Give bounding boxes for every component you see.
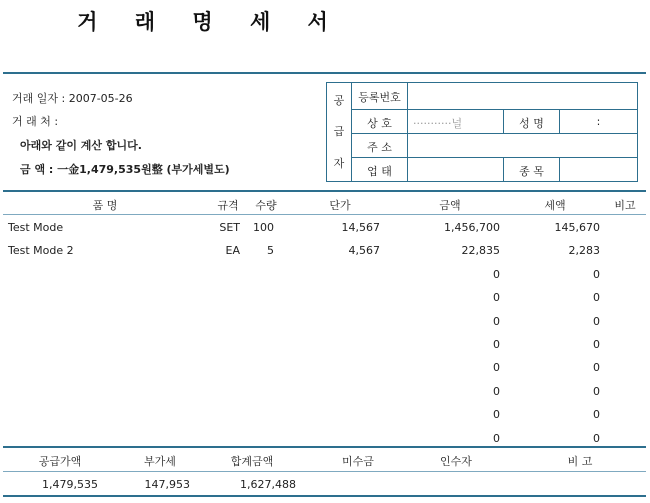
name-label: 성 명: [519, 117, 544, 130]
col-header-name: 품 명: [92, 199, 118, 212]
table-header-rule: [3, 214, 646, 215]
company-label: 상 호: [367, 117, 392, 130]
cell-amount: 0: [493, 314, 500, 328]
summary-bottom-rule: [3, 495, 646, 497]
cell-amount: 22,835: [461, 244, 500, 258]
cell-qty: 100: [253, 221, 274, 234]
total-amount-text: 금 액 : 一金1,479,535원整 (부가세별도): [20, 163, 230, 176]
summary-header-vat: 부가세: [144, 455, 176, 468]
cell-name: Test Mode: [8, 221, 64, 234]
summary-header-receiver: 인수자: [440, 455, 472, 468]
cell-tax: 0: [593, 267, 600, 281]
cell-amount: 0: [493, 291, 500, 305]
col-header-note: 비고: [614, 199, 636, 212]
reg-no-label: 등록번호: [358, 91, 401, 104]
name-value: :: [596, 115, 601, 128]
cell-tax: 0: [593, 361, 600, 375]
item-label: 종 목: [519, 165, 544, 178]
supplier-side-3: 자: [333, 157, 345, 170]
summary-value-supply: 1,479,535: [42, 478, 98, 491]
cell-name: Test Mode 2: [8, 244, 74, 258]
cell-tax: 0: [593, 338, 600, 351]
supplier-side-1: 공: [333, 94, 345, 107]
cell-tax: 2,283: [568, 244, 600, 258]
summary-header-supply: 공급가액: [38, 455, 82, 468]
cell-tax: 0: [593, 384, 600, 398]
summary-value-vat: 147,953: [144, 478, 190, 491]
cell-amount: 0: [493, 431, 500, 445]
cell-price: 4,567: [348, 244, 380, 258]
cell-tax: 0: [593, 431, 600, 445]
col-header-qty: 수량: [255, 199, 277, 212]
supplier-box: [326, 82, 638, 182]
cell-amount: 0: [493, 384, 500, 398]
summary-mid-rule: [3, 471, 646, 472]
cell-spec: EA: [225, 244, 240, 258]
cell-amount: 0: [493, 408, 500, 422]
summary-value-total: 1,627,488: [240, 478, 296, 491]
summary-header-unpaid: 미수금: [342, 455, 374, 468]
cell-tax: 0: [593, 314, 600, 328]
table-top-rule: [3, 190, 646, 192]
cell-amount: 1,456,700: [444, 221, 500, 234]
company-value: ···········널: [413, 117, 463, 130]
cell-amount: 0: [493, 361, 500, 375]
cell-amount: 0: [493, 338, 500, 351]
col-header-spec: 규격: [217, 199, 239, 212]
col-header-tax: 세액: [544, 199, 566, 212]
cell-amount: 0: [493, 267, 500, 281]
top-rule: [3, 72, 646, 74]
cell-spec: SET: [219, 221, 240, 234]
business-label: 업 태: [367, 165, 392, 178]
statement-text: 아래와 같이 계산 합니다.: [20, 139, 142, 152]
client-label: 거 래 처 :: [12, 115, 59, 128]
cell-tax: 0: [593, 291, 600, 305]
cell-tax: 145,670: [554, 221, 600, 234]
summary-header-total: 합계금액: [230, 455, 274, 468]
address-label: 주 소: [367, 141, 392, 154]
cell-qty: 5: [267, 244, 274, 258]
summary-top-rule: [3, 446, 646, 448]
document-title: 거 래 명 세 서: [77, 10, 343, 34]
cell-tax: 0: [593, 408, 600, 422]
supplier-side-2: 급: [333, 125, 345, 138]
summary-header-note: 비 고: [567, 455, 593, 468]
transaction-date: 거래 일자 : 2007-05-26: [12, 92, 133, 105]
cell-price: 14,567: [341, 221, 380, 234]
col-header-amount: 금액: [439, 199, 461, 212]
col-header-price: 단가: [329, 199, 351, 212]
